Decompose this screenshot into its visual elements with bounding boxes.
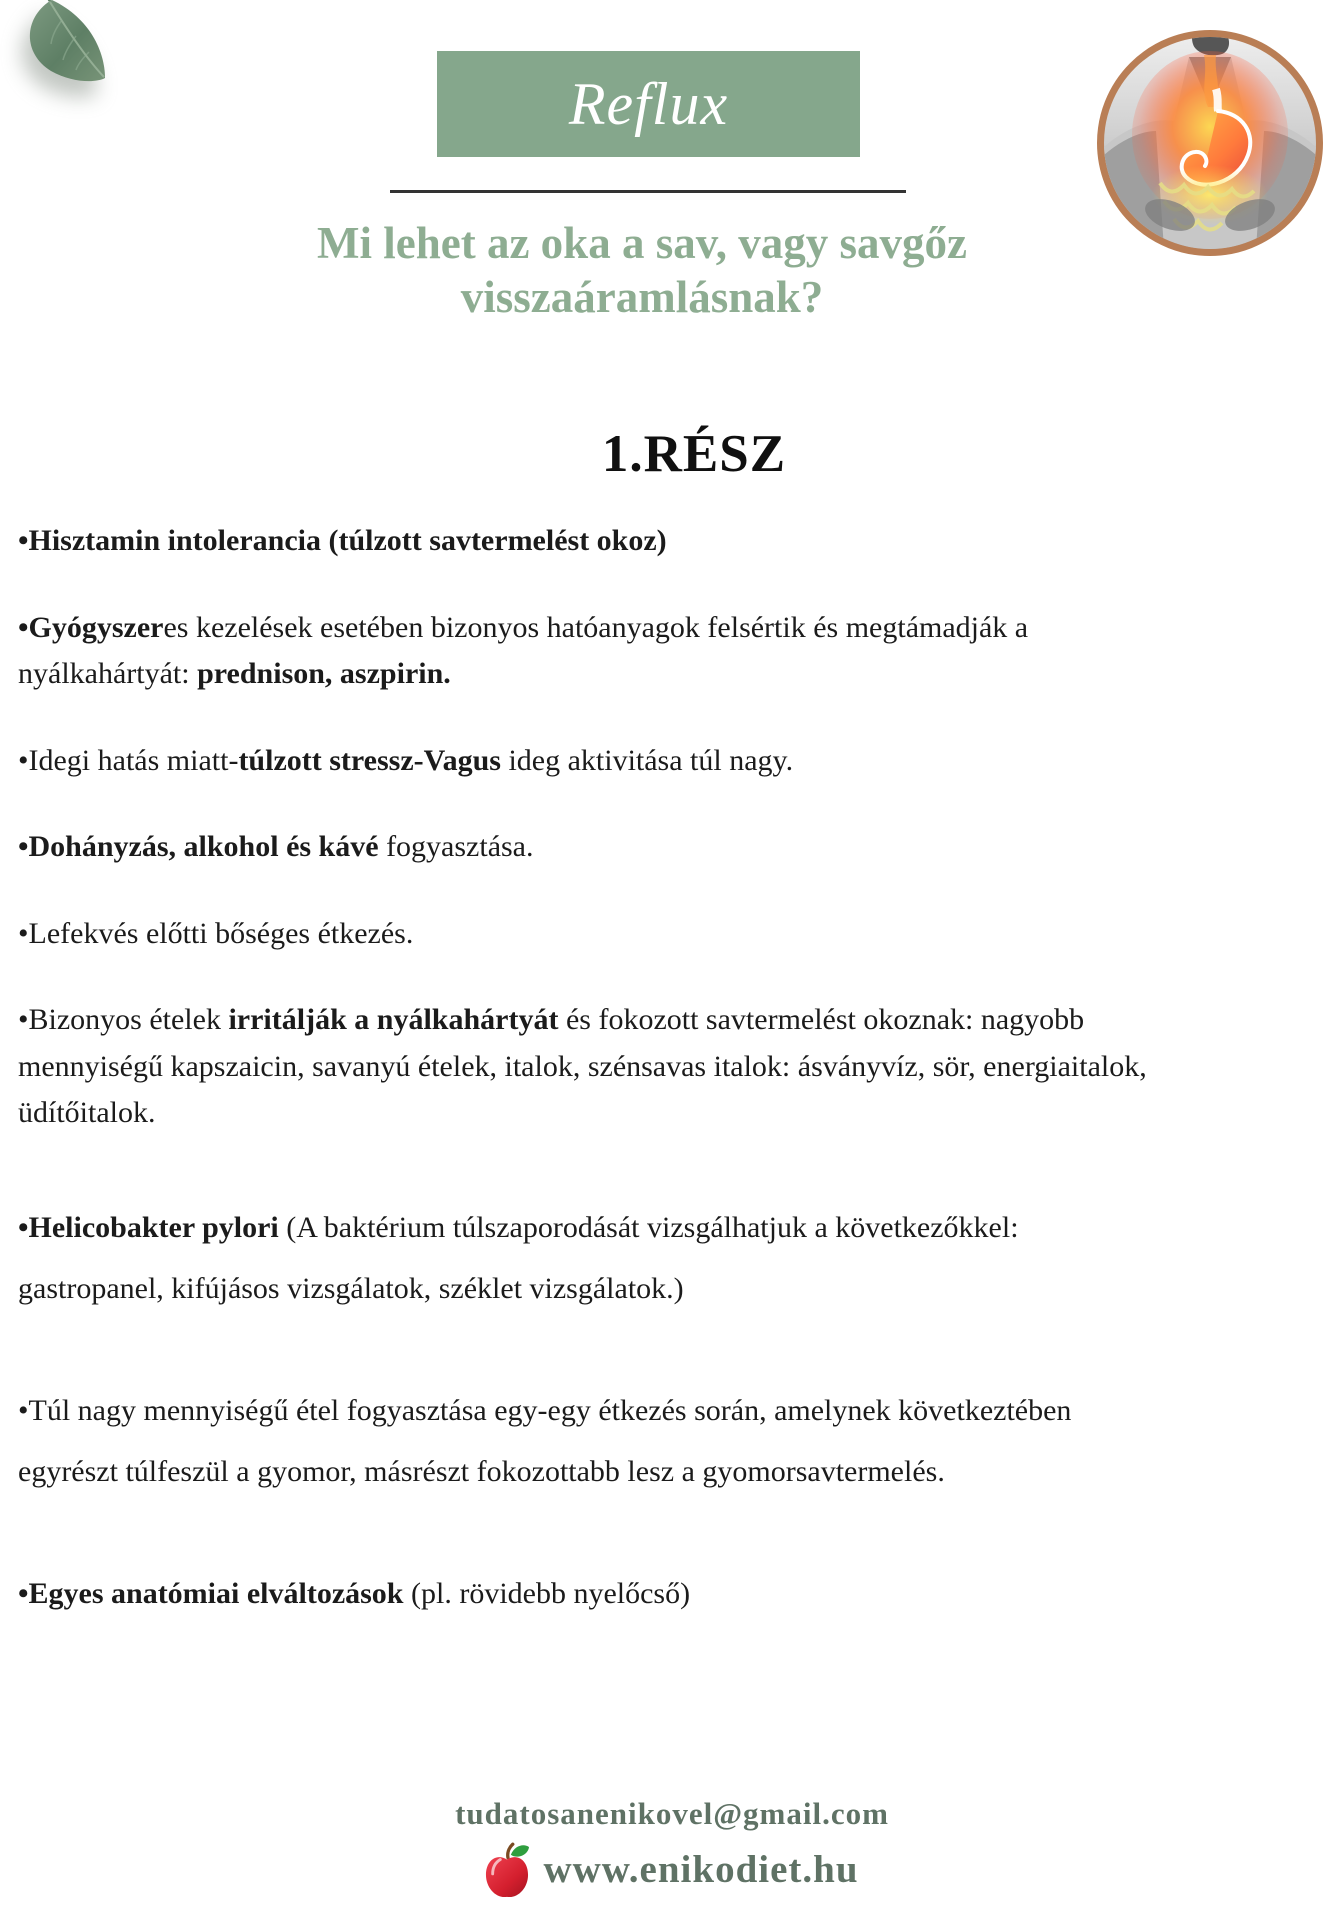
bullet-text: (A baktérium túlszaporodását vizsgálhatjuk a következőkkel: gastropanel, kifújásos vizsgálatok, széklet vizsgálatok.) (18, 1210, 1019, 1305)
footer (0, 1796, 1344, 1901)
footer-website: www.enikodiet.hu (543, 1848, 859, 1891)
bullet-item (18, 1563, 1158, 1625)
bullet-text: fogyasztása. (378, 830, 534, 863)
bullet-item (18, 1380, 1158, 1503)
bullet-text: (pl. rövidebb nyelőcső) (403, 1576, 691, 1610)
bullet-item (18, 997, 1158, 1137)
bullet-text: •Bizonyos ételek (18, 1003, 229, 1036)
bullet-item (18, 605, 1158, 698)
apple-icon (485, 1842, 529, 1905)
section-title: 1.RÉSZ (601, 425, 787, 483)
bullet-text-bold: •Egyes anatómiai elváltozások (18, 1576, 404, 1610)
bullet-item (18, 911, 1158, 958)
bullet-text-bold: prednison, aszpirin. (197, 657, 451, 690)
bullet-item (18, 518, 1158, 565)
bullet-text: •Túl nagy mennyiségű étel fogyasztása egy-egy étkezés során, amelynek következtében egyrészt túlfeszül a gyomor, másrészt fokozottabb lesz a gyomorsavtermelés. (18, 1393, 1072, 1488)
title-banner (437, 51, 860, 157)
bullet-item (18, 1197, 1158, 1320)
banner-title: Reflux (568, 70, 729, 137)
page-heading: Mi lehet az oka a sav, vagy savgőz visszaáramlásnak? (317, 218, 967, 322)
bullet-item (18, 824, 1158, 871)
bullet-item (18, 738, 1158, 785)
bullet-text-bold: •Hisztamin intolerancia (túlzott savtermelést okoz) (18, 524, 667, 557)
leaf-icon (4, 0, 124, 103)
bullet-text: •Idegi hatás miatt- (18, 743, 239, 777)
causes-list (18, 518, 1158, 1664)
bullet-text: •Lefekvés előtti bőséges étkezés. (18, 916, 414, 950)
bullet-text-bold: •Helicobakter pylori (18, 1210, 279, 1244)
bullet-text: es kezelések esetében bizonyos hatóanyagok felsértik és megtámadják a nyálkahártyát: (18, 610, 1029, 690)
footer-email: tudatosanenikovel@gmail.com (455, 1796, 889, 1831)
bullet-text-bold: irritálják a nyálkahártyát (228, 1003, 559, 1036)
bullet-text: ideg aktivitása túl nagy. (500, 743, 794, 777)
bullet-text-bold: •Dohányzás, alkohol és kávé (18, 830, 379, 863)
bullet-text: és fokozott savtermelést okoznak: nagyobb mennyiségű kapszaicin, savanyú ételek, italok, szénsavas italok: ásványvíz, sör, energiaitalok, üdítőitalok. (18, 1003, 1147, 1129)
banner-underline (390, 190, 906, 193)
bullet-text-bold: túlzott stressz-Vagus (238, 743, 501, 777)
bullet-text-bold: •Gyógyszer (18, 610, 164, 644)
